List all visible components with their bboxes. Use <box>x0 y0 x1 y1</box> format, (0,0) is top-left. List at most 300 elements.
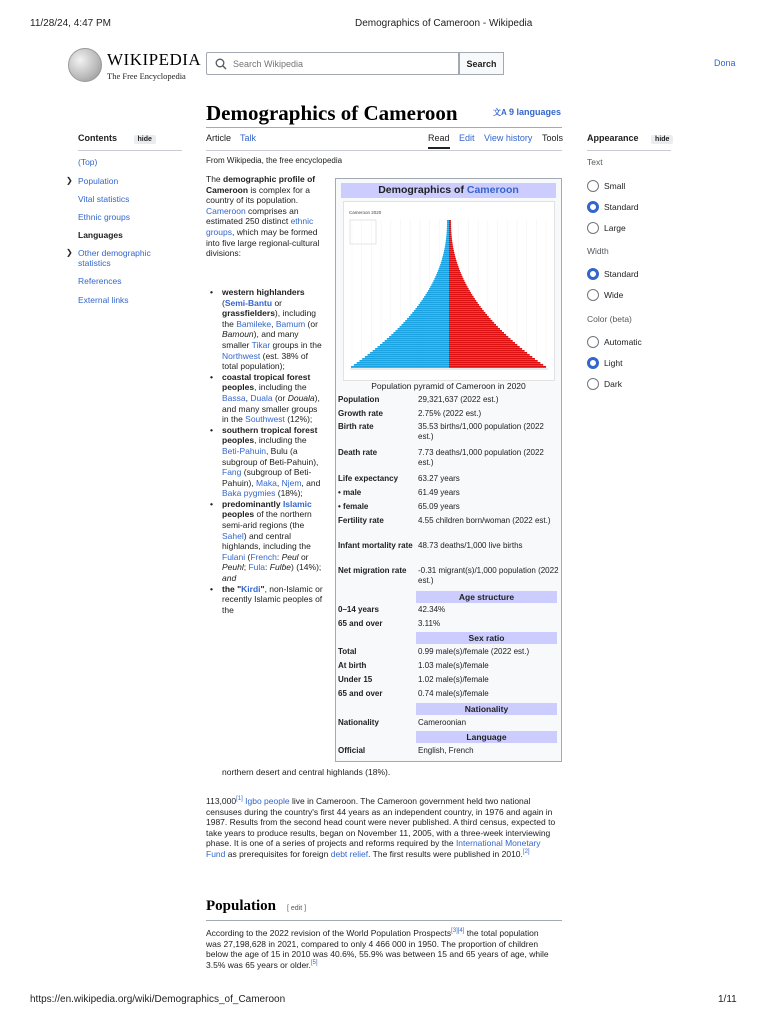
pyramid-female-bar <box>449 366 546 368</box>
infobox-row-label: • male <box>338 488 362 497</box>
pyramid-female-bar <box>449 280 464 282</box>
pyramid-female-bar <box>449 308 482 310</box>
link-semi-bantu[interactable]: Semi-Bantu <box>224 297 273 308</box>
tab-article[interactable]: Article <box>206 133 232 143</box>
appearance-label: Appearance <box>587 133 639 143</box>
wikipedia-wordmark[interactable] <box>107 50 201 81</box>
pyramid-female-bar <box>449 284 466 286</box>
infobox-section-header: Language <box>416 731 557 743</box>
pyramid-female-bar <box>449 360 538 362</box>
pyramid-male-bar <box>446 236 449 238</box>
pyramid-male-bar <box>425 294 449 296</box>
citation-3[interactable]: [3] <box>451 928 458 935</box>
infobox-row-value: 65.09 years <box>418 502 460 511</box>
pyramid-female-bar <box>449 266 458 268</box>
pyramid-male-bar <box>441 260 449 262</box>
wordmark-tagline: The Free Encyclopedia <box>107 71 186 81</box>
pyramid-female-bar <box>449 224 451 226</box>
pyramid-female-bar <box>449 272 461 274</box>
link-tikar[interactable]: Tikar <box>251 339 271 350</box>
pyramid-female-bar <box>449 316 489 318</box>
tagline-from: From Wikipedia, the free encyclopedia <box>206 156 343 165</box>
pyramid-male-bar <box>380 344 449 346</box>
infobox-section-header: Sex ratio <box>416 632 557 644</box>
link-fulani[interactable]: Fulani <box>222 551 246 562</box>
chevron-right-icon[interactable]: ❯ <box>66 248 73 257</box>
pyramid-male-bar <box>432 282 449 284</box>
pyramid-female-bar <box>449 254 455 256</box>
pyramid-male-bar <box>446 238 449 240</box>
pyramid-male-bar <box>357 362 449 364</box>
link-igbo-people[interactable]: Igbo people <box>245 796 290 806</box>
list-item: • western highlanders (Semi-Bantu or grassfielders), including the Bamileke, Bamum (or Bamoun), and many smaller Tikar groups in the Northwest (est. 38% of total population); <box>206 287 326 372</box>
pyramid-male-bar <box>370 352 449 354</box>
pyramid-female-bar <box>449 364 543 366</box>
contents-divider <box>78 150 182 151</box>
toc-item-external-links[interactable]: External links <box>78 295 129 305</box>
pyramid-female-bar <box>449 324 496 326</box>
pyramid-male-bar <box>396 330 449 332</box>
radio-button-selected[interactable] <box>587 268 599 280</box>
infobox-row-label: Official <box>338 746 366 755</box>
pyramid-female-bar <box>449 300 476 302</box>
pyramid-male-bar <box>382 342 449 344</box>
pyramid-female-bar <box>449 302 478 304</box>
infobox-row-value: 61.49 years <box>418 488 460 497</box>
option-label: Wide <box>604 290 624 300</box>
pyramid-female-bar <box>449 320 492 322</box>
pyramid-male-bar <box>427 292 449 294</box>
infobox-row-label: Population <box>338 395 380 404</box>
pyramid-female-bar <box>449 220 451 222</box>
infobox-row-label: 65 and over <box>338 689 383 698</box>
pyramid-female-bar <box>449 286 468 288</box>
appearance-divider <box>587 150 671 151</box>
pyramid-female-bar <box>449 250 454 252</box>
pyramid-male-bar <box>393 332 449 334</box>
text-size-small-option[interactable] <box>587 180 625 192</box>
infobox-row-label: At birth <box>338 661 367 670</box>
pyramid-male-bar <box>443 254 449 256</box>
tab-talk[interactable]: Talk <box>240 133 257 143</box>
pyramid-male-bar <box>444 250 449 252</box>
infobox-row-label: Total <box>338 647 357 656</box>
pyramid-female-bar <box>449 240 452 242</box>
pyramid-male-bar <box>423 298 449 300</box>
option-label: Small <box>604 181 626 191</box>
radio-button[interactable] <box>587 180 599 192</box>
pyramid-female-bar <box>449 314 487 316</box>
infobox-title <box>341 183 556 198</box>
pyramid-male-bar <box>433 280 449 282</box>
pyramid-male-bar <box>447 228 449 230</box>
option-label: Standard <box>604 202 639 212</box>
chevron-right-icon[interactable]: ❯ <box>66 176 73 185</box>
infobox-row-value: Cameroonian <box>418 718 467 727</box>
citation-2[interactable]: [2] <box>522 849 530 856</box>
toc-item-references[interactable]: References <box>78 276 122 286</box>
pyramid-female-bar <box>449 304 479 306</box>
pyramid-male-bar <box>373 350 449 352</box>
pyramid-female-bar <box>449 276 463 278</box>
pyramid-male-bar <box>391 334 449 336</box>
pyramid-female-bar <box>449 334 506 336</box>
pyramid-female-bar <box>449 298 475 300</box>
section-edit-link[interactable]: [ edit ] <box>287 905 307 912</box>
link-bamum[interactable]: Bamum <box>275 318 306 329</box>
pyramid-female-bar <box>449 288 469 290</box>
pyramid-male-bar <box>447 222 449 224</box>
infobox-row-value: 4.55 children born/woman (2022 est.) <box>418 516 551 525</box>
pyramid-female-bar <box>449 354 530 356</box>
pyramid-male-bar <box>407 318 449 320</box>
list-item: • southern tropical forest peoples, including the Beti-Pahuin, Bulu (a subgroup of Beti-Pahuin), Fang (subgroup of Beti-Pahuin), Maka, Njem, and Baka pygmies (18%); <box>206 425 326 499</box>
list-item-continuation: northern desert and central highlands (18%). <box>222 767 391 777</box>
pyramid-female-bar <box>449 232 451 234</box>
pyramid-female-bar <box>449 328 500 330</box>
population-pyramid-graphic <box>344 202 554 380</box>
tabs-divider <box>206 150 562 151</box>
pyramid-male-bar <box>444 252 449 254</box>
infobox-row-value: 7.73 deaths/1,000 population (2022 est.) <box>418 448 544 467</box>
pyramid-female-bar <box>449 296 474 298</box>
pyramid-male-bar <box>447 220 449 222</box>
print-url: https://en.wikipedia.org/wiki/Demographics_of_Cameroon <box>30 994 286 1005</box>
pyramid-male-bar <box>424 296 449 298</box>
pyramid-female-bar <box>449 338 510 340</box>
toc-item-other-demographic-statistics[interactable]: Other demographic statistics <box>78 248 151 268</box>
pyramid-male-bar <box>434 278 449 280</box>
pyramid-female-bar <box>449 282 465 284</box>
infobox <box>335 178 562 762</box>
pyramid-male-bar <box>438 270 449 272</box>
pyramid-female-bar <box>449 274 462 276</box>
pyramid-male-bar <box>445 246 449 248</box>
pyramid-female-bar <box>449 230 451 232</box>
pyramid-title: Cameroon 2020 <box>349 210 382 215</box>
tab-edit[interactable]: Edit <box>459 133 475 143</box>
link-duala[interactable]: Duala <box>250 392 273 403</box>
tab-read[interactable]: Read <box>428 133 450 149</box>
infobox-row-value: 48.73 deaths/1,000 live births <box>418 541 523 550</box>
pyramid-female-bar <box>449 362 540 364</box>
pyramid-male-bar <box>403 322 449 324</box>
tools-menu[interactable]: Tools <box>542 133 564 143</box>
pyramid-male-bar <box>447 232 449 234</box>
pyramid-female-bar <box>449 258 456 260</box>
infobox-row-value: 42.34% <box>418 605 446 614</box>
link-beti-pahuin[interactable]: Beti-Pahuin <box>222 445 266 456</box>
link-debt-relief[interactable]: debt relief <box>330 848 369 859</box>
radio-button[interactable] <box>587 378 599 390</box>
pyramid-female-bar <box>449 346 520 348</box>
search-button[interactable]: Search <box>459 52 504 75</box>
infobox-row-value: 35.53 births/1,000 population (2022 est.) <box>418 422 544 441</box>
pyramid-male-bar <box>446 234 449 236</box>
pyramid-male-bar <box>447 226 449 228</box>
language-count: 9 languages <box>509 107 562 117</box>
pyramid-male-bar <box>447 230 449 232</box>
pyramid-male-bar <box>435 276 449 278</box>
infobox-row-value: 2.75% (2022 est.) <box>418 409 482 418</box>
contents-heading <box>78 133 156 143</box>
tab-view-history[interactable]: View history <box>484 133 533 143</box>
pyramid-male-bar <box>442 258 449 260</box>
page-title: Demographics of Cameroon <box>206 101 458 125</box>
radio-button[interactable] <box>587 289 599 301</box>
pyramid-female-bar <box>449 264 458 266</box>
igbo-paragraph: 113,000[1] Igbo people live in Cameroon. The Cameroon government held two national censuses during the country's first 44 years as an independent country, in 1976 and again in 1987. Results from the second head count were never published. A third census, expected to take years to produce results, began on November 11, 2005, with a three-week interviewing phase. It is one of a series of projects and reforms required by the International Monetary Fund as prerequisites for foreign debt relief. The first results were published in 2010.[2] <box>206 796 556 859</box>
pyramid-male-bar <box>389 336 449 338</box>
pyramid-male-bar <box>405 320 449 322</box>
pyramid-female-bar <box>449 342 515 344</box>
pyramid-male-bar <box>431 284 449 286</box>
infobox-row-label: Fertility rate <box>338 516 384 525</box>
radio-button-selected[interactable] <box>587 357 599 369</box>
pyramid-male-bar <box>359 360 449 362</box>
population-pyramid-image[interactable] <box>343 201 555 381</box>
pyramid-female-bar <box>449 330 502 332</box>
citation-5[interactable]: [5] <box>310 959 318 966</box>
search-icon <box>215 58 227 70</box>
option-label: Dark <box>604 379 622 389</box>
pyramid-female-bar <box>449 246 453 248</box>
pyramid-female-bar <box>449 278 463 280</box>
search-input[interactable] <box>233 59 433 69</box>
pyramid-female-bar <box>449 348 522 350</box>
pyramid-male-bar <box>447 224 449 226</box>
width-wide-option[interactable] <box>587 289 623 301</box>
toc-item-ethnic-groups[interactable]: Ethnic groups <box>78 212 130 222</box>
pyramid-male-bar <box>409 316 449 318</box>
infobox-row-value: 3.11% <box>418 619 441 628</box>
toc-item-languages[interactable]: Languages <box>78 230 123 240</box>
link-bamileke[interactable]: Bamileke <box>236 318 272 329</box>
pyramid-male-bar <box>420 302 449 304</box>
toc-item-vital-statistics[interactable]: Vital statistics <box>78 194 130 204</box>
pyramid-female-bar <box>449 322 494 324</box>
pyramid-female-bar <box>449 356 532 358</box>
link-cameroon[interactable]: Cameroon <box>206 205 246 216</box>
infobox-title-link[interactable]: Cameroon <box>466 184 519 196</box>
pyramid-female-bar <box>449 290 470 292</box>
svg-text:文A: 文A <box>493 108 507 117</box>
infobox-caption: Population pyramid of Cameroon in 2020 <box>371 381 526 391</box>
pyramid-female-bar <box>449 306 481 308</box>
pyramid-male-bar <box>437 272 449 274</box>
link-northwest[interactable]: Northwest <box>222 350 261 361</box>
infobox-row-value: 0.99 male(s)/female (2022 est.) <box>418 647 530 656</box>
toc-item-population[interactable]: Population <box>78 176 119 186</box>
infobox-row-label: Under 15 <box>338 675 373 684</box>
contents-hide-button[interactable]: hide <box>134 135 156 144</box>
infobox-row-label: 65 and over <box>338 619 383 628</box>
infobox-row-label: 0–14 years <box>338 605 379 614</box>
radio-button[interactable] <box>587 222 599 234</box>
link-fang[interactable]: Fang <box>222 467 242 478</box>
pyramid-male-bar <box>445 244 449 246</box>
infobox-row-label: Growth rate <box>338 409 383 418</box>
wikipedia-globe-logo[interactable] <box>68 48 102 82</box>
color-dark-option[interactable] <box>587 378 622 390</box>
title-divider <box>206 127 562 128</box>
pyramid-legend <box>350 220 376 244</box>
infobox-title-text: Demographics of <box>378 184 464 196</box>
pyramid-male-bar <box>443 256 449 258</box>
radio-button-selected[interactable] <box>587 201 599 213</box>
pyramid-male-bar <box>351 366 449 368</box>
ethnic-division-list <box>206 287 326 615</box>
section-heading-population: Population <box>206 898 277 914</box>
lead-paragraph: The demographic profile of Cameroon is complex for a country of its population. Cameroon comprises an estimated 250 distinct ethnic groups, which may be formed into five large regional-cultural divisions: <box>206 174 320 259</box>
pyramid-female-bar <box>449 238 452 240</box>
pyramid-male-bar <box>362 358 449 360</box>
pyramid-male-bar <box>429 288 449 290</box>
donate-link[interactable]: Dona <box>714 58 736 68</box>
pyramid-female-bar <box>449 268 459 270</box>
radio-button[interactable] <box>587 336 599 348</box>
pyramid-male-bar <box>414 310 449 312</box>
link-baka-pygmies[interactable]: Baka pygmies <box>222 488 276 499</box>
wordmark-text: WIKIPEDIA <box>107 50 202 69</box>
section-divider <box>206 920 562 921</box>
pyramid-female-bar <box>449 326 498 328</box>
pyramid-female-bar <box>449 262 457 264</box>
link-southwest[interactable]: Southwest <box>245 414 285 425</box>
pyramid-female-bar <box>449 352 527 354</box>
link-french[interactable]: French <box>250 551 277 562</box>
pyramid-male-bar <box>417 306 449 308</box>
pyramid-female-bar <box>449 270 460 272</box>
color-light-option[interactable] <box>587 357 622 369</box>
infobox-row-label: Life expectancy <box>338 474 399 483</box>
list-item: • the "Kirdi", non-Islamic or recently Islamic peoples of the <box>206 584 326 616</box>
appearance-heading <box>587 133 673 143</box>
pyramid-female-bar <box>449 252 454 254</box>
infobox-row-label: • female <box>338 502 369 511</box>
pyramid-female-bar <box>449 256 455 258</box>
pyramid-male-bar <box>439 266 449 268</box>
link-fula[interactable]: Fula <box>248 562 266 573</box>
toc-item-top[interactable]: (Top) <box>78 157 98 167</box>
pyramid-male-bar <box>428 290 449 292</box>
link-islamic[interactable]: Islamic <box>282 498 312 509</box>
citation-1[interactable]: [1] <box>236 796 243 803</box>
pyramid-female-bar <box>449 294 472 296</box>
pyramid-male-bar <box>441 262 449 264</box>
pyramid-female-bar <box>449 318 491 320</box>
text-size-label: Text <box>587 157 603 167</box>
pyramid-female-bar <box>449 226 451 228</box>
infobox-row-label: Birth rate <box>338 422 374 431</box>
appearance-hide-button[interactable]: hide <box>651 135 673 144</box>
width-standard-option[interactable] <box>587 268 639 280</box>
print-page-number: 1/11 <box>718 994 737 1005</box>
option-label: Automatic <box>604 337 642 347</box>
infobox-section-header: Nationality <box>416 703 557 715</box>
infobox-row-value: English, French <box>418 746 474 755</box>
pyramid-male-bar <box>354 364 449 366</box>
color-label: Color (beta) <box>587 314 632 324</box>
infobox-row-value: -0.31 migrant(s)/1,000 population (2022 est.) <box>418 566 559 585</box>
pyramid-female-bar <box>449 344 517 346</box>
text-size-large-option[interactable] <box>587 222 626 234</box>
pyramid-female-bar <box>449 332 504 334</box>
pyramid-female-bar <box>449 248 453 250</box>
print-datetime: 11/28/24, 4:47 PM <box>30 18 111 29</box>
width-label: Width <box>587 246 609 256</box>
link-maka[interactable]: Maka <box>256 477 277 488</box>
pyramid-female-bar <box>449 242 452 244</box>
search-field[interactable] <box>206 52 459 75</box>
pyramid-bars <box>350 220 548 369</box>
pyramid-female-bar <box>449 260 456 262</box>
pyramid-male-bar <box>446 242 449 244</box>
pyramid-male-bar <box>421 300 449 302</box>
link-imf[interactable]: International Monetary Fund <box>206 838 541 859</box>
infobox-row-label: Infant mortality rate <box>338 541 413 550</box>
pyramid-male-bar <box>412 312 449 314</box>
pyramid-male-bar <box>440 264 449 266</box>
pyramid-male-bar <box>444 248 449 250</box>
link-sahel[interactable]: Sahel <box>222 530 244 541</box>
infobox-row-value: 63.27 years <box>418 474 460 483</box>
pyramid-female-bar <box>449 350 525 352</box>
pyramid-male-bar <box>375 348 449 350</box>
pyramid-male-bar <box>411 314 449 316</box>
pyramid-male-bar <box>378 346 449 348</box>
link-bassa[interactable]: Bassa <box>222 392 246 403</box>
print-doc-title: Demographics of Cameroon - Wikipedia <box>355 18 533 29</box>
pyramid-male-bar <box>368 354 449 356</box>
pyramid-female-bar <box>449 234 452 236</box>
population-paragraph: According to the 2022 revision of the World Population Prospects[3][4] the total population was 27,198,628 in 2021, compared to only 4 466 000 in 1950. The proportion of children below the age of 15 in 2010 was 40.6%, 55.9% was between 15 and 65 years of age, while 3.5% was 65 years or older.[5] <box>206 928 549 970</box>
link-ethnic-groups[interactable]: ethnic groups <box>206 216 314 237</box>
infobox-section-header: Age structure <box>416 591 557 603</box>
pyramid-male-bar <box>365 356 449 358</box>
pyramid-female-bar <box>449 222 451 224</box>
citation-4[interactable]: [4] <box>457 928 465 935</box>
pyramid-male-bar <box>385 340 449 342</box>
text-size-standard-option[interactable] <box>587 201 639 213</box>
color-automatic-option[interactable] <box>587 336 642 348</box>
pyramid-female-bar <box>449 312 485 314</box>
infobox-row-value: 1.02 male(s)/female <box>418 675 489 684</box>
pyramid-male-bar <box>415 308 449 310</box>
pyramid-male-bar <box>387 338 449 340</box>
pyramid-female-bar <box>449 236 452 238</box>
pyramid-male-bar <box>419 304 449 306</box>
link-kirdi[interactable]: Kirdi <box>241 583 261 594</box>
list-item: • predominantly Islamic peoples of the northern semi-arid regions (the Sahel) and central highlands, including the Fulani (French: Peul or Peuhl; Fula: Fulɓe) (14%); and <box>206 499 326 584</box>
pyramid-male-bar <box>446 240 449 242</box>
pyramid-male-bar <box>436 274 449 276</box>
pyramid-male-bar <box>401 324 449 326</box>
translate-icon <box>493 107 505 117</box>
infobox-row-label: Net migration rate <box>338 566 407 575</box>
contents-label: Contents <box>78 133 117 143</box>
link-njem[interactable]: Njem <box>281 477 302 488</box>
language-button[interactable] <box>493 107 561 117</box>
pyramid-female-bar <box>449 310 484 312</box>
list-item: • coastal tropical forest peoples, including the Bassa, Duala (or Douala), and many smaller groups in the Southwest (12%); <box>206 372 326 425</box>
pyramid-female-bar <box>449 336 508 338</box>
infobox-row-value: 0.74 male(s)/female <box>418 689 489 698</box>
pyramid-male-bar <box>430 286 449 288</box>
infobox-row-label: Death rate <box>338 448 378 457</box>
infobox-row-value: 29,321,637 (2022 est.) <box>418 395 499 404</box>
pyramid-female-bar <box>449 292 471 294</box>
